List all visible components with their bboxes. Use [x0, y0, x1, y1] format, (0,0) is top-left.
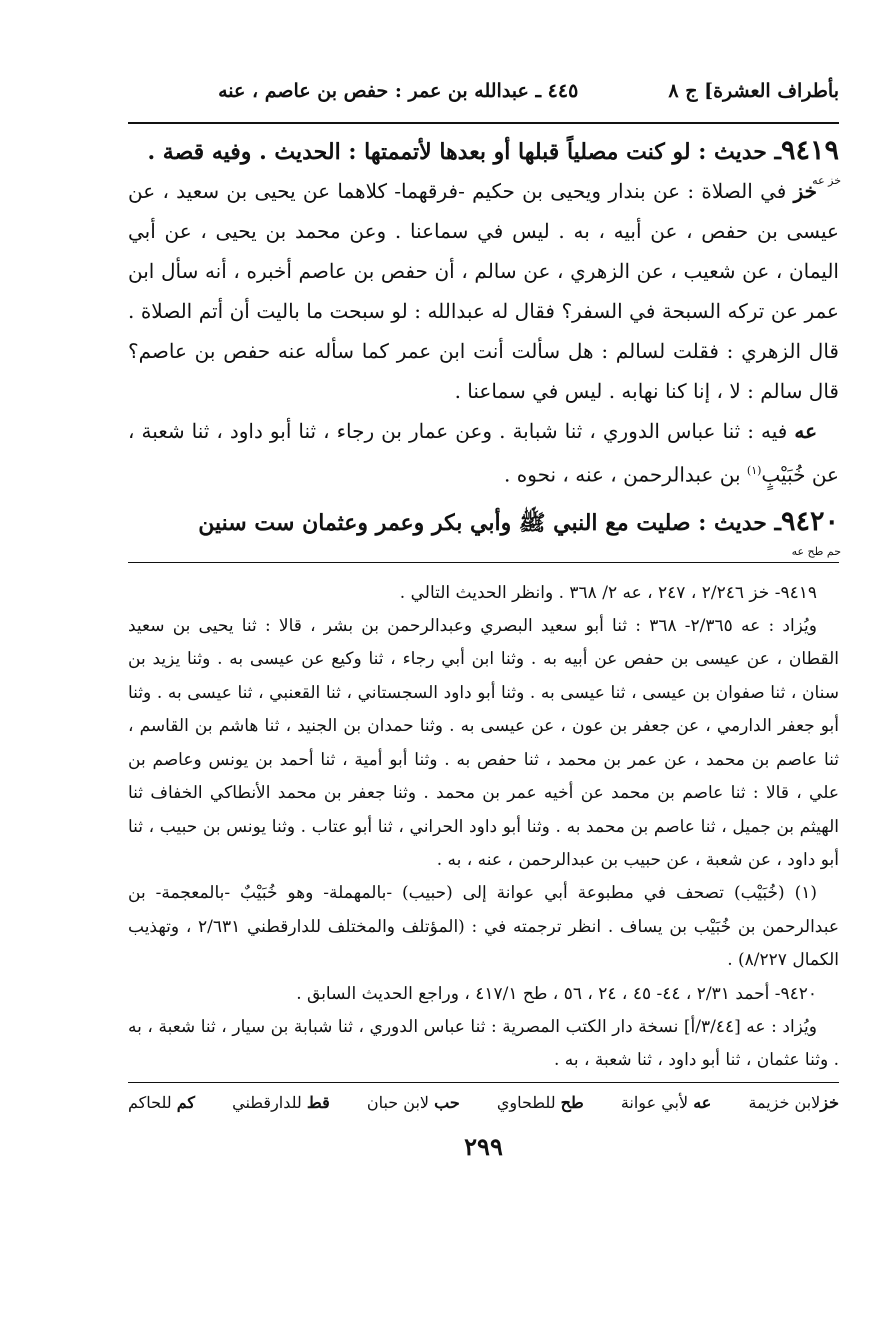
- legend-rule: [128, 1082, 839, 1083]
- footnote: ويُزاد : عه [٣/٤٤/أ] نسخة دار الكتب المصرية : ثنا عباس الدوري ، ثنا شبابة بن سيار ، ثنا شعبة ، به . وثنا عثمان ، ثنا أبو داود ، ثنا شعبة ، به .: [128, 1016, 839, 1071]
- header-rule: [128, 122, 839, 124]
- hadith-number: ٩٤٢٠: [780, 505, 839, 537]
- hadith-title: ـ حديث : صليت مع النبي ﷺ وأبي بكر وعمر وعثمان ست سنين: [198, 509, 781, 536]
- paragraph-text: بن عبدالرحمن ، عنه ، نحوه .: [504, 462, 741, 487]
- hadith-heading-9419: [128, 132, 841, 187]
- footnote-marker: (١): [746, 464, 762, 477]
- hadith-title: ـ حديث : لو كنت مصلياً قبلها أو بعدها لأتممتها : الحديث . وفيه قصة .: [147, 139, 781, 165]
- footnote: ويُزاد : عه ٢/٣٦٥- ٣٦٨ : ثنا أبو سعيد البصري وعبدالرحمن بن بشر ، قالا : ثنا يحيى بن سعيد القطان ، عن عيسى بن حفص عن أبيه به . وثنا ابن أبي رجاء ، ثنا وكيع عن عيسى به . وثنا يزيد بن سنان ، ثنا صفوان بن عيسى ، ثنا عيسى به . وثنا أبو داود السجستاني ، ثنا القعنبي ، ثنا عيسى به . وثنا أبو جعفر الدارمي ، عن جعفر بن عون ، عن عيسى به . وثنا حمدان بن الجنيد ، ثنا هاشم بن القاسم ، ثنا عاصم بن محمد ، عن عمر بن محمد ، ثنا حفص به . وثنا أبو أمية ، ثنا أحمد بن يونس وعاصم بن علي ، قالا : ثنا عاصم بن محمد عن أخيه عمر بن محمد . وثنا جعفر بن محمد الأنطاكي الخفاف ثنا الهيثم بن جميل ، ثنا عاصم بن محمد به . وثنا أبو داود الحراني ، ثنا أبو عتاب . وثنا يونس بن حبيب ، ثنا أبو داود ، عن شعبة ، عن حبيب بن عبدالرحمن ، عنه ، به .: [128, 616, 839, 870]
- footnotes: [128, 577, 839, 1078]
- running-head-title: ٤٤٥ ـ عبدالله بن عمر : حفص بن عاصم ، عنه: [218, 80, 579, 102]
- page: [128, 80, 839, 1161]
- source-label: عه: [794, 419, 817, 443]
- hadith-number: ٩٤١٩: [780, 135, 839, 166]
- hadith-heading-9420: [128, 503, 841, 558]
- footnote-rule: [128, 562, 839, 563]
- page-number: ٢٩٩: [464, 1131, 503, 1161]
- legend-item: طح للطحاوي: [496, 1092, 584, 1112]
- legend-item: كم للحاكم: [128, 1092, 196, 1112]
- running-head: [128, 80, 839, 114]
- running-head-right: بأطراف العشرة] ج ٨: [668, 80, 839, 102]
- legend-item: حب لابن حبان: [366, 1092, 460, 1112]
- footnote: ٩٤١٩- خز ٢/٢٤٦ ، ٢٤٧ ، عه ٢/ ٣٦٨ . وانظر الحديث التالي .: [399, 582, 817, 603]
- abbreviation-legend: [128, 1093, 839, 1112]
- paragraph-text: في الصلاة : عن بندار ويحيى بن حكيم -فرقهما- كلاهما عن يحيى بن سعيد ، عن عيسى بن حفص ، عن أبيه ، به . ليس في سماعنا . وعن محمد بن يحيى ، عن أبي اليمان ، عن شعيب ، عن الزهري ، عن سالم ، أن حفص بن عاصم أخبره ، أنه سأل ابن عمر عن تركه السبحة في السفر؟ فقال له عبدالله : لو سبحت ما باليت أن أتم الصلاة . قال الزهري : فقلت لسالم : هل سألت أنت ابن عمر كما سأله عنه حفص بن عاصم؟ قال سالم : لا ، إنا كنا نهابه . ليس في سماعنا .: [128, 179, 839, 403]
- paragraph-text: فيه : ثنا عباس الدوري ، ثنا شبابة . وعن عمار بن رجاء ، ثنا أبو داود ، ثنا شعبة ، عن خُبَيْبٍ: [128, 419, 839, 487]
- hadith-sigla: خز عه: [812, 174, 841, 187]
- source-label: خز: [793, 179, 817, 203]
- footnote: (١) (خُبَيْب) تصحف في مطبوعة أبي عوانة إلى (حبيب) -بالمهملة- وهو خُبَيْبٌ -بالمعجمة- بن عبدالرحمن بن خُبَيْب بن يساف . انظر ترجمته في : (المؤتلف والمختلف للدارقطني ٢/٦٣١ ، وتهذيب الكمال ٨/٢٢٧) .: [128, 883, 840, 971]
- hadith-sigla: حم طح عه: [791, 544, 841, 558]
- legend-item: قط للدارقطني: [232, 1092, 330, 1112]
- legend-item: عه لأبي عوانة: [620, 1092, 712, 1112]
- hadith-body-paragraph: [128, 171, 839, 411]
- hadith-body-paragraph: [128, 411, 839, 495]
- legend-item: خزلابن خزيمة: [748, 1092, 839, 1112]
- footnote: ٩٤٢٠- أحمد ٢/٣١ ، ٤٤- ٤٥ ، ٢٤ ، ٥٦ ، طح ٤١٧/١ ، وراجع الحديث السابق .: [296, 983, 817, 1004]
